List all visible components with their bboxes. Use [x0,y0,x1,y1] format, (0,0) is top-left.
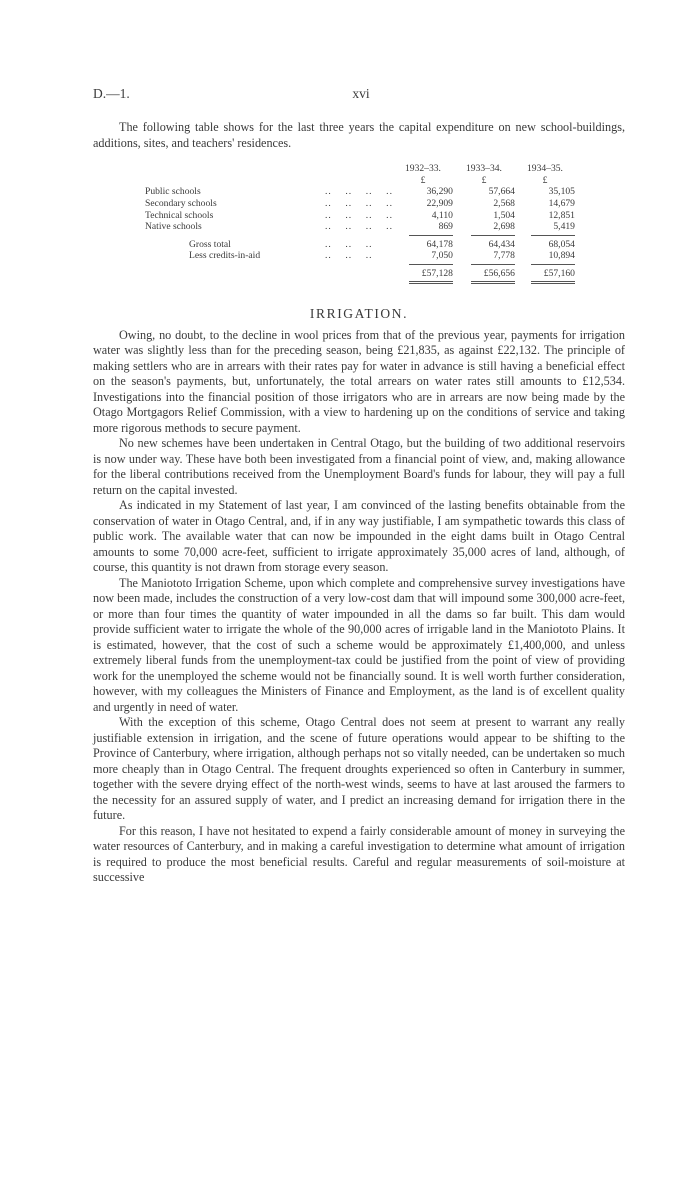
row-label: Public schools [145,186,201,198]
paragraph: The Maniototo Irrigation Scheme, upon which complete and comprehensive survey investigations have now been made, includes the construction of a very low-cost dam that will impound some 300,000 acre-feet, or more than four times the quantity of water impounded in all the dams so far built. This dam would provide sufficient water to irrigate the whole of the 90,000 acres of irrigable land in the Maniototo Plains. It is estimated, however, that the cost of such a scheme would be approximately £1,400,000, and unless extremely liberal funds from the unemployment-tax could be justified from the point of view of providing work for the unemployed the scheme would not be financially sound. It is well worth further consideration, however, with my colleagues the Ministers of Finance and Employment, as the land is of excellent quality and urgently in need of water. [93,575,625,714]
year-header: 1934–35. [526,163,563,175]
cell-value: 68,054 [548,238,575,250]
cell-value: 10,894 [548,250,575,262]
capital-expenditure-table [145,163,575,285]
cell-value: 2,568 [493,197,515,209]
cell-value: 22,909 [426,197,453,209]
table-row: Native schools .. .. .. .. 869 2,698 5,419 [145,221,575,233]
cell-value: 7,050 [431,250,453,262]
gross-total-row: Gross total .. .. .. 64,178 64,434 68,054 [145,239,575,251]
section-title: IRRIGATION. [309,305,409,321]
rule-line [531,264,575,265]
currency-symbol: £ [420,174,426,186]
row-label: Less credits-in-aid [189,250,261,262]
double-rule-line [471,281,515,284]
row-label: Gross total [189,238,231,250]
currency-symbol: £ [481,174,487,186]
rule-line [409,235,453,236]
cell-value: 64,178 [426,238,453,250]
document-reference: D.—1. [93,86,130,101]
table-currency-header [145,175,575,187]
paragraph: For this reason, I have not hesitated to expend a fairly considerable amount of money in surveying the water resources of Canterbury, and in making a careful investigation to determine what amount of irrigation is required to produce the most beneficial results. Careful and regular measurements of soil-moisture at successive [93,823,625,885]
table-year-header [145,163,575,175]
row-label: Secondary schools [145,197,217,209]
year-header: 1932–33. [404,163,441,175]
year-header: 1933–34. [465,163,502,175]
net-double-rule [145,280,575,286]
page-header [93,86,625,108]
cell-value: 5,419 [553,221,575,233]
rule-line [471,264,515,265]
double-rule-line [531,281,575,284]
net-value: £56,656 [483,267,515,279]
table-row: Technical schools .. .. .. .. 4,110 1,504 12,851 [145,209,575,221]
cell-value: 14,679 [548,197,575,209]
table-row: Secondary schools .. .. .. .. 22,909 2,568 14,679 [145,197,575,209]
table-row: Public schools .. .. .. .. 36,290 57,664 35,105 [145,186,575,198]
row-label: Native schools [145,221,202,233]
row-label: Technical schools [145,209,214,221]
rule-line [531,235,575,236]
paragraph: As indicated in my Statement of last year, I am convinced of the lasting benefits obtainable from the conservation of water in Otago Central, and, if in any way justifiable, I am sympathetic towards this class of public work. The available water that can now be impounded in the eight dams built in Otago Central amounts to some 70,000 acre-feet, sufficient to irrigate approximately 35,000 acres of land, although, of course, this quantity is not drawn from storage every season. [93,498,625,575]
rule-line [409,264,453,265]
double-rule-line [409,281,453,284]
paragraph: No new schemes have been undertaken in Central Otago, but the building of two additional reservoirs is now under way. These have both been investigated from a financial point of view, and, making allowance for the liberal contributions received from the Unemployment Board's funds for labour, they will pay a full return on the capital invested. [93,436,625,497]
table-intro: The following table shows for the last three years the capital expenditure on new school-buildings, additions, sites, and teachers' residences. [93,120,625,150]
cell-value: 2,698 [493,221,515,233]
cell-value: 1,504 [493,209,515,221]
cell-value: 869 [438,221,453,233]
cell-value: 57,664 [488,186,515,198]
net-value: £57,128 [421,267,453,279]
document-page [93,86,625,886]
currency-symbol: £ [542,174,548,186]
cell-value: 64,434 [488,238,515,250]
net-total-row [145,268,575,280]
credits-row: Less credits-in-aid .. .. .. 7,050 7,778 10,894 [145,250,575,262]
net-value: £57,160 [543,267,575,279]
cell-value: 4,110 [431,209,453,221]
cell-value: 35,105 [548,186,575,198]
page-number: xvi [352,86,370,101]
paragraph: Owing, no doubt, to the decline in wool prices from that of the previous year, payments for irrigation water was slightly less than for the preceding season, being £21,835, as against £22,132. The principle of making settlers who are in arrears with their rates pay for water in advance is still having a beneficial effect on the season's payments, but, unfortunately, the total arrears on water rates still amounts to £12,534. Investigations into the financial position of those irrigators who are in arrears are now being made by the Otago Mortgagors Relief Commission, with a view to hardening up on the conditions of service and taking more rigorous methods to secure payment. [93,327,625,435]
cell-value: 36,290 [426,186,453,198]
rule-line [471,235,515,236]
cell-value: 7,778 [493,250,515,262]
paragraph: With the exception of this scheme, Otago Central does not seem at present to warrant any really justifiable extension in irrigation, and the scene of future operations would appear to be shifting to the Province of Canterbury, where irrigation, although perhaps not so vitally needed, can be undertaken so much more cheaply than in Otago Central. The frequent droughts experienced so often in Canterbury in summer, together with the severe drying effect of the north-west winds, seems to have at last aroused the farmers to the necessity for an assured supply of water, and I predict an increasing demand for irrigation there in the future. [93,715,625,823]
cell-value: 12,851 [548,209,575,221]
